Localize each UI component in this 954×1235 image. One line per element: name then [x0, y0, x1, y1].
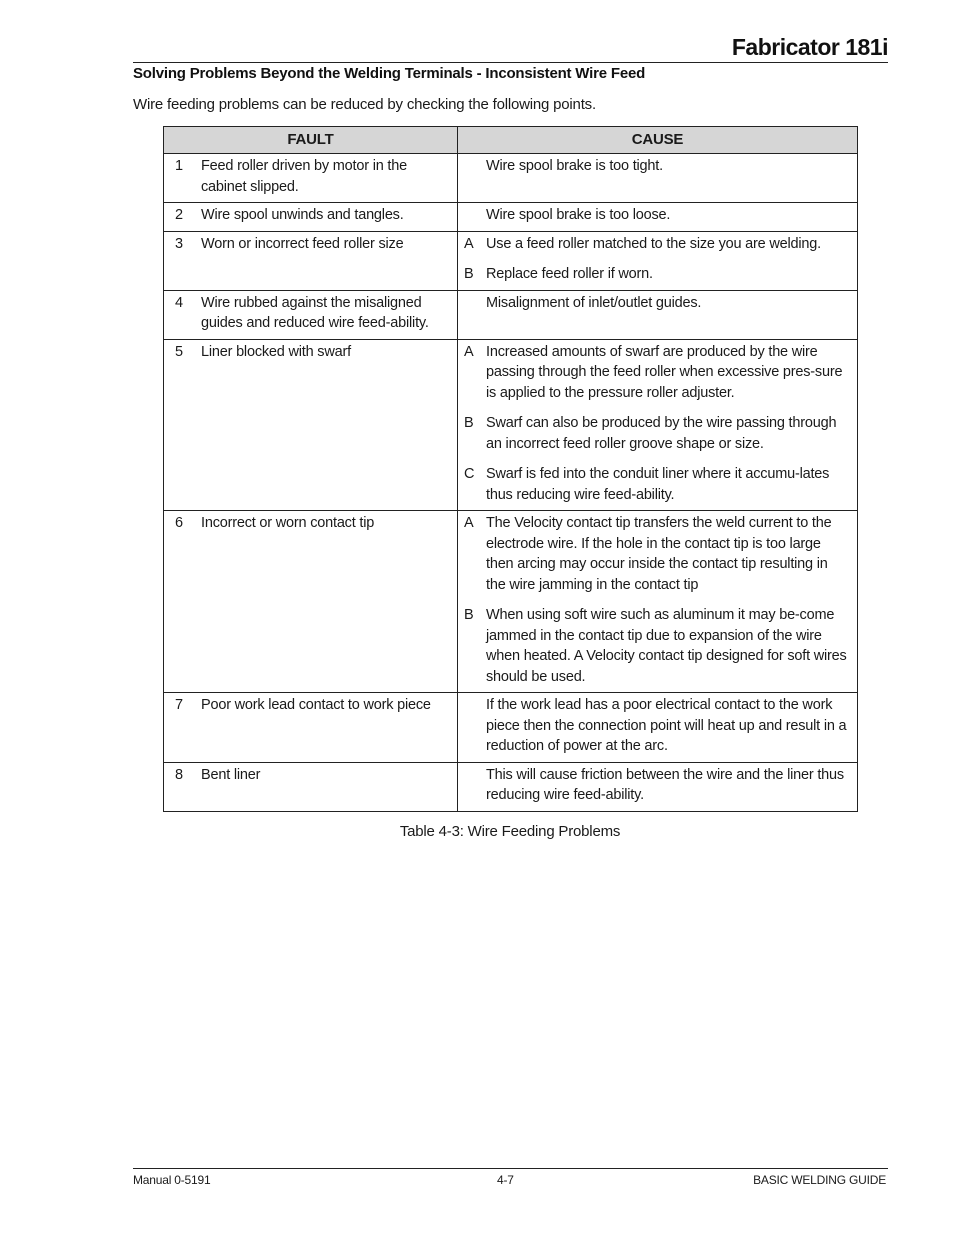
cause-text: If the work lead has a poor electrical contact to the work piece then the connection point will heat up and result in a reduction of power at the arc.: [486, 697, 847, 754]
fault-number: 6: [175, 515, 183, 531]
fault-text: Bent liner: [201, 766, 261, 783]
fault-column-header: FAULT: [164, 127, 458, 154]
cause-letter: [458, 293, 486, 314]
page-number: 4-7: [497, 1173, 514, 1187]
table-row: [164, 762, 858, 811]
table-row: [164, 290, 858, 339]
table-row: [164, 511, 858, 693]
cause-text: Replace feed roller if worn.: [486, 266, 653, 282]
fault-number: 1: [175, 158, 183, 174]
cause-letter: B: [464, 415, 474, 431]
table-row: [164, 693, 858, 763]
cause-item: [458, 695, 857, 757]
fault-cell: [164, 290, 458, 339]
document-brand-title: Fabricator 181i: [731, 34, 888, 60]
cause-cell: [458, 290, 858, 339]
cause-cell: [458, 693, 858, 763]
fault-cell: [164, 231, 458, 290]
cause-cell: [458, 231, 858, 290]
cause-item: [458, 264, 857, 285]
table-body: [164, 154, 858, 812]
cause-text: The Velocity contact tip transfers the weld current to the electrode wire. If the hole in the contact tip is too large then arcing may occur inside the contact tip resulting in the wire jamming in the contact tip: [486, 515, 832, 593]
fault-text: Incorrect or worn contact tip: [201, 515, 375, 531]
cause-text: Wire spool brake is too loose.: [486, 207, 671, 223]
fault-number: 4: [175, 294, 183, 311]
fault-text: Wire rubbed against the misaligned guides and reduced wire feed-ability.: [201, 294, 429, 331]
fault-cell: [164, 203, 458, 232]
cause-letter: [458, 205, 486, 226]
table-row: [164, 339, 858, 511]
cause-letter: A: [464, 343, 474, 360]
cause-letter: B: [464, 607, 474, 623]
cause-item: [458, 413, 857, 454]
cause-cell: [458, 511, 858, 693]
table-header-row: [164, 127, 858, 154]
wire-feeding-problems-table: [163, 126, 858, 812]
cause-letter: A: [464, 235, 474, 252]
fault-cell: [164, 511, 458, 693]
cause-cell: [458, 203, 858, 232]
cause-text: Swarf is fed into the conduit liner where it accumu-lates thus reducing wire feed-ability.: [486, 466, 830, 503]
cause-letter: A: [464, 515, 474, 531]
fault-text: Wire spool unwinds and tangles.: [201, 207, 404, 223]
fault-number: 8: [175, 766, 183, 783]
section-heading: Solving Problems Beyond the Welding Terminals - Inconsistent Wire Feed: [133, 65, 646, 82]
table-caption: Table 4-3: Wire Feeding Problems: [399, 823, 621, 840]
cause-text: Wire spool brake is too tight.: [486, 158, 663, 174]
cause-letter: C: [464, 466, 475, 482]
fault-number: 3: [175, 235, 183, 252]
fault-text: Poor work lead contact to work piece: [201, 697, 431, 713]
cause-item: [458, 513, 857, 595]
cause-item: [458, 205, 857, 226]
fault-text: Worn or incorrect feed roller size: [201, 235, 404, 252]
cause-text: Increased amounts of swarf are produced by the wire passing through the feed roller when excessive pres-sure is applied to the pressure roller adjuster.: [486, 343, 843, 401]
cause-column-header: CAUSE: [458, 127, 858, 154]
intro-paragraph: Wire feeding problems can be reduced by checking the following points.: [133, 96, 596, 113]
cause-cell: [458, 154, 858, 203]
cause-cell: [458, 762, 858, 811]
fault-cell: [164, 154, 458, 203]
cause-letter: [458, 695, 486, 757]
cause-text: Use a feed roller matched to the size you are welding.: [486, 235, 821, 252]
manual-number: Manual 0-5191: [133, 1173, 211, 1187]
guide-title: BASIC WELDING GUIDE: [753, 1173, 886, 1187]
fault-text: Feed roller driven by motor in the cabinet slipped.: [201, 158, 407, 195]
cause-text: Swarf can also be produced by the wire passing through an incorrect feed roller groove shape or size.: [486, 415, 837, 452]
cause-item: [458, 293, 857, 314]
cause-letter: [458, 765, 486, 806]
cause-letter: B: [464, 266, 474, 282]
cause-item: [458, 765, 857, 806]
cause-item: [458, 605, 857, 687]
cause-text: This will cause friction between the wire and the liner thus reducing wire feed-ability.: [486, 766, 844, 803]
cause-cell: [458, 339, 858, 511]
header-rule: [133, 62, 888, 63]
table-row: [164, 203, 858, 232]
cause-text: When using soft wire such as aluminum it may be-come jammed in the contact tip due to expansion of the wire when heated. A Velocity contact tip designed for soft wires should be used.: [486, 607, 847, 685]
fault-cell: [164, 693, 458, 763]
cause-item: [458, 156, 857, 177]
fault-cell: [164, 762, 458, 811]
fault-text: Liner blocked with swarf: [201, 343, 351, 360]
cause-text: Misalignment of inlet/outlet guides.: [486, 294, 702, 311]
table-row: [164, 154, 858, 203]
fault-number: 5: [175, 343, 183, 360]
fault-number: 2: [175, 207, 183, 223]
cause-item: [458, 464, 857, 505]
cause-item: [458, 234, 857, 255]
cause-letter: [458, 156, 486, 177]
fault-number: 7: [175, 697, 183, 713]
footer-rule: [133, 1168, 888, 1169]
table-row: [164, 231, 858, 290]
fault-cell: [164, 339, 458, 511]
cause-item: [458, 342, 857, 404]
